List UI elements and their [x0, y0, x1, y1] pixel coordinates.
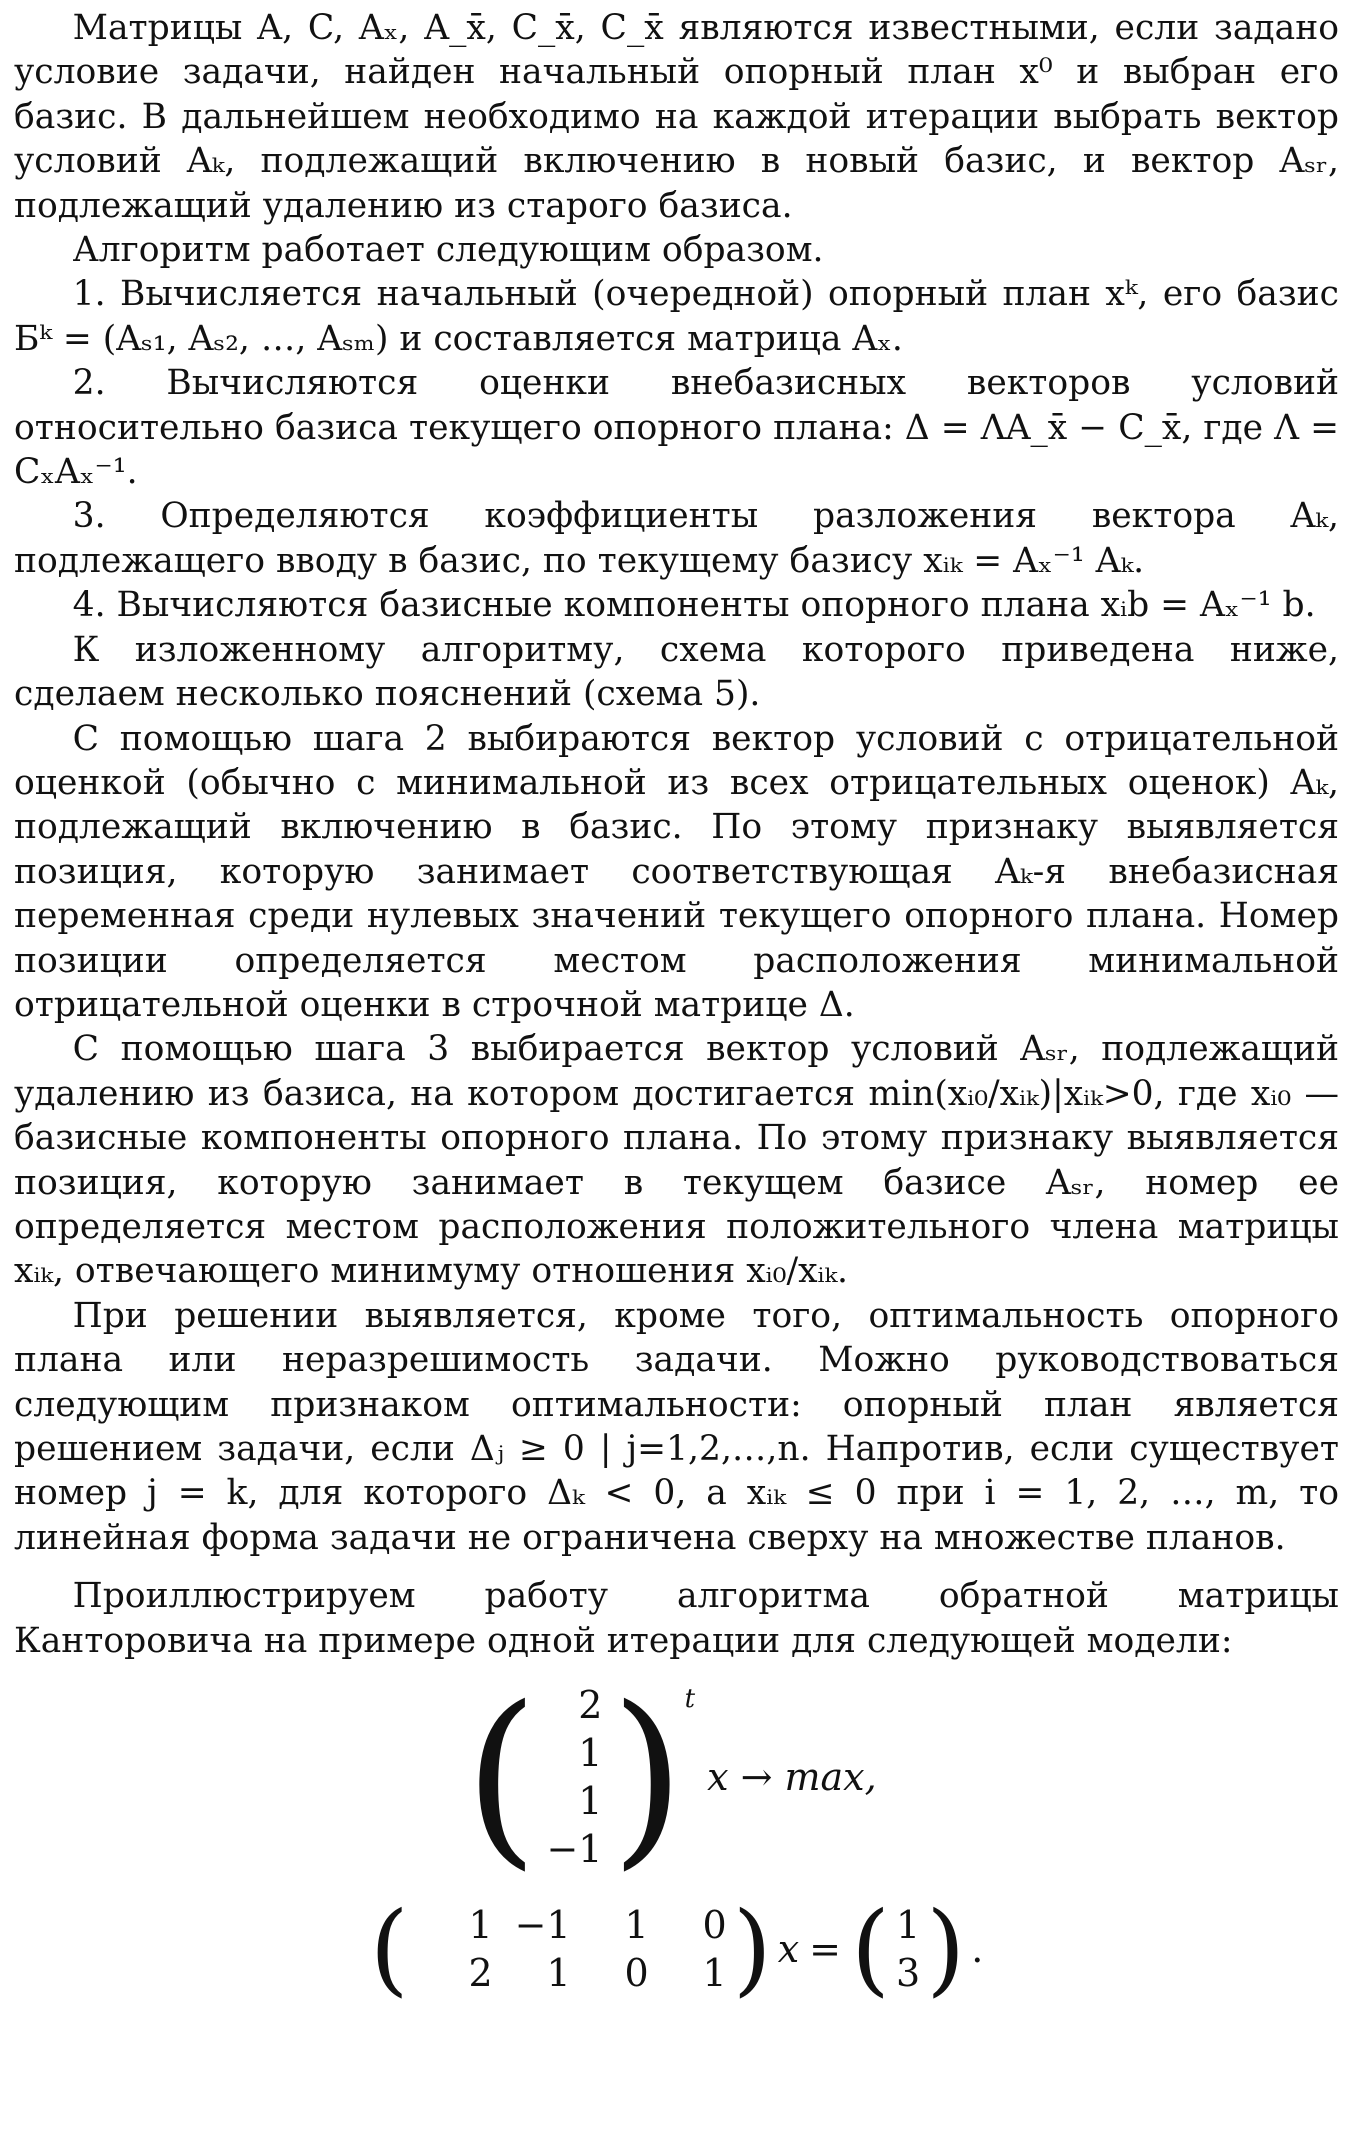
matrix-cell-2-2: 1 [546, 1951, 571, 1996]
right-paren: ) [926, 1890, 966, 2008]
matrix-cell-1-2: −1 [514, 1903, 571, 1948]
matrix-cell-2-1: 2 [468, 1951, 493, 1996]
constraint-grid [409, 1901, 733, 1997]
objective-entry-1: 2 [578, 1683, 603, 1728]
model-formula [14, 1666, 1339, 2008]
matrix-cell-2-3: 0 [624, 1951, 649, 1996]
objective-entry-2: 1 [578, 1731, 603, 1776]
objective-entry-3: 1 [578, 1779, 603, 1824]
rhs-column [890, 1901, 926, 1997]
objective-entry-4: −1 [546, 1827, 603, 1872]
body-text [14, 6, 1339, 1663]
left-paren: ( [851, 1890, 891, 2008]
matrix-cell-1-3: 1 [624, 1903, 649, 1948]
constraint-row [369, 1890, 984, 2008]
paragraph-10: При решении выявляется, кроме того, оптимальность опорного плана или неразрешимость задачи. Можно руководствоваться следующим признаком оптимальности: опорный план является решением задачи, если Δⱼ ≥ 0 | j=1,2,…,n. Напротив, если существует номер j = k, для которого Δₖ < 0, а xᵢₖ ≤ 0 при i = 1, 2, …, m, то линейная форма задачи не ограничена сверху на множестве планов. [14, 1295, 1339, 1558]
rhs-vector [851, 1890, 966, 2008]
equals-sign: = [809, 1927, 841, 1972]
right-paren: ) [610, 1666, 685, 1888]
objective-column [538, 1681, 610, 1873]
left-paren: ( [464, 1666, 539, 1888]
rhs-entry-2: 3 [896, 1951, 921, 1996]
paragraph-1: Матрицы A, C, Aₓ, A_x̄, C_x̄, C_x̄ являются известными, если задано условие задачи, найден начальный опорный план x⁰ и выбран его базис. В дальнейшем необходимо на каждой итерации выбрать вектор условий Aₖ, подлежащий включению в новый базис, и вектор Aₛᵣ, подлежащий удалению из старого базиса. [14, 8, 1339, 226]
matrix-cell-1-4: 0 [702, 1903, 727, 1948]
paragraph-4: 2. Вычисляются оценки внебазисных векторов условий относительно базиса текущего опорного плана: Δ = ΛA_x̄ − C_x̄, где Λ = CₓAₓ⁻¹. [14, 363, 1339, 493]
paragraph-6: 4. Вычисляются базисные компоненты опорного плана xᵢb = Aₓ⁻¹ b. [72, 585, 1316, 626]
matrix-cell-2-4: 1 [702, 1951, 727, 1996]
objective-vector: ( 2 1 1 −1 ) t [464, 1666, 696, 1888]
paragraph-5: 3. Определяются коэффициенты разложения вектора Aₖ, подлежащего вводу в базис, по текущему базису xᵢₖ = Aₓ⁻¹ Aₖ. [14, 496, 1339, 581]
paragraph-11: Проиллюстрируем работу алгоритма обратной матрицы Канторовича на примере одной итерации для следующей модели: [14, 1576, 1339, 1661]
objective-row [464, 1666, 888, 1888]
constraint-matrix [369, 1890, 772, 2008]
paragraph-3: 1. Вычисляется начальный (очередной) опорный план xᵏ, его базис Бᵏ = (Aₛ₁, Aₛ₂, …, Aₛₘ) и составляется матрица Aₓ. [14, 274, 1339, 359]
end-mark: . [971, 1927, 984, 1972]
constraint-x: x [777, 1927, 800, 1972]
rhs-entry-1: 1 [896, 1903, 921, 1948]
paragraph-2: Алгоритм работает следующим образом. [72, 230, 824, 271]
matrix-cell-1-1: 1 [468, 1903, 493, 1948]
left-paren: ( [369, 1890, 409, 2008]
paragraph-9: С помощью шага 3 выбирается вектор условий Aₛᵣ, подлежащий удалению из базиса, на котором достигается min(xᵢ₀/xᵢₖ)|xᵢₖ>0, где xᵢ₀ — базисные компоненты опорного плана. По этому признаку выявляется позиция, которую занимает в текущем базисе Aₛᵣ, номер ее определяется местом расположения положительного члена матрицы xᵢₖ, отвечающего минимуму отношения xᵢ₀/xᵢₖ. [14, 1029, 1339, 1292]
paragraph-7: К изложенному алгоритму, схема которого приведена ниже, сделаем несколько пояснений (схема 5). [14, 629, 1339, 715]
objective-tail: x → max, [707, 1755, 877, 1800]
right-paren: ) [732, 1890, 772, 2008]
paragraph-8: С помощью шага 2 выбираются вектор условий с отрицательной оценкой (обычно с минимальной из всех отрицательных оценок) Aₖ, подлежащий включению в базис. По этому признаку выявляется позиция, которую занимает соответствующая Aₖ-я внебазисная переменная среди нулевых значений текущего опорного плана. Номер позиции определяется местом расположения минимальной отрицательной оценки в строчной матрице Δ. [14, 718, 1339, 1025]
